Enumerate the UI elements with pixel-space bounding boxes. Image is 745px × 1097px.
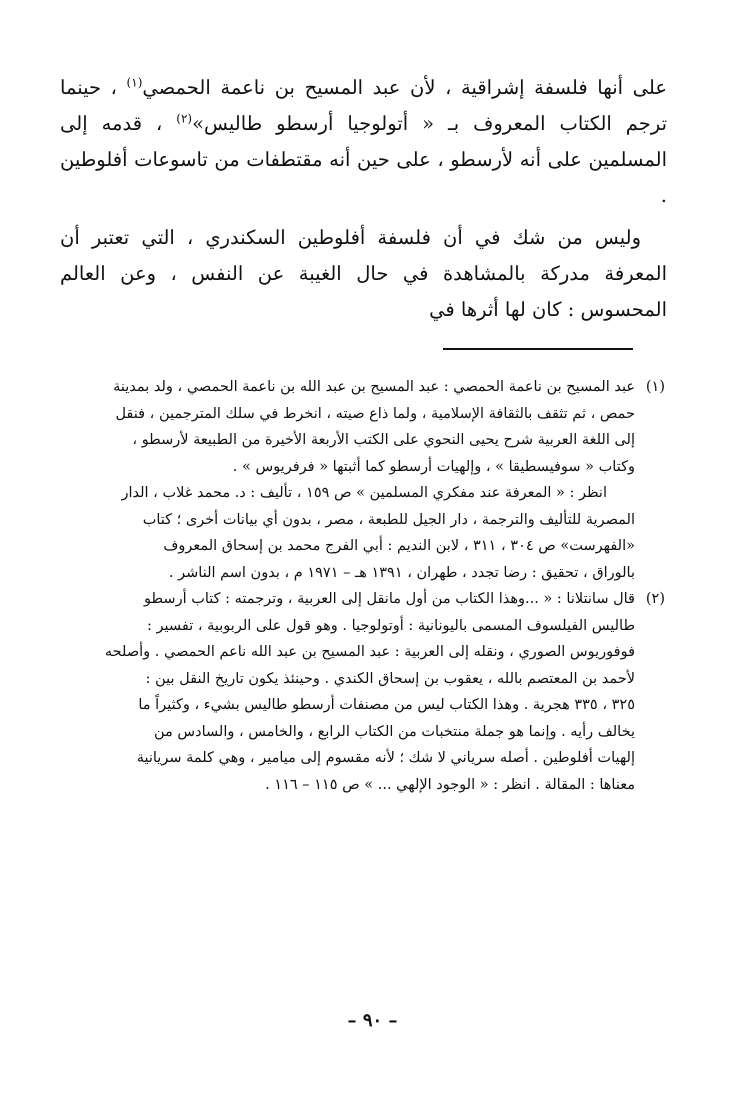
footnote-1-line: إلى اللغة العربية شرح يحيى النحوي على الكتب الأربعة الأخيرة من الطبيعة لأرسطو ، (132, 432, 635, 448)
body-text (60, 70, 667, 328)
footnote-1-source-line: «الفهرست» ص ٣٠٤ ، ٣١١ ، لابن النديم : أبي الفرج محمد بن إسحاق المعروف (163, 538, 635, 554)
footnote-2-line: لأحمد بن المعتصم بالله ، يعقوب بن إسحاق الكندي . وحينئذ يكون تاريخ النقل بين : (145, 670, 635, 687)
page-number: – ٩٠ – (347, 1010, 398, 1031)
footnote-1-number: (١) (645, 379, 665, 395)
footnote-2-line: يخالف رأيه . وإنما هو جملة منتخبات من الكتاب الرابع ، والخامس ، والسادس من (154, 723, 635, 740)
footnote-reference-2: (٢) (176, 111, 193, 126)
footnote-2-line: طاليس الفيلسوف المسمى باليونانية : أوتولوجيا . وهو قول على الربوبية ، تفسير : (147, 617, 635, 634)
footnote-2-line: ٣٢٥ ، ٣٣٥ هجرية . وهذا الكتاب ليس من مصنفات أرسطو طاليس بشيء ، وكثيراً ما (138, 697, 635, 713)
footnote-1 (60, 374, 665, 586)
footnote-2-line: معناها : المقالة . انظر : « الوجود الإلهي ... » ص ١١٥ – ١١٦ . (265, 776, 635, 793)
paragraph-1-part-1: على أنها فلسفة إشراقية ، لأن عبد المسيح بن ناعمة الحمصي (142, 76, 667, 99)
footnote-2-number: (٢) (645, 591, 665, 607)
footnote-1-source-line: المصرية للتأليف والترجمة ، دار الجيل للطبعة ، مصر ، بدون أي بيانات أخرى ؛ كتاب (142, 511, 635, 528)
footnote-2-line: قال سانتلانا : « ...وهذا الكتاب من أول مانقل إلى العربية ، وترجمته : كتاب أرسطو (144, 591, 635, 607)
footnotes-section (60, 374, 665, 798)
footnote-2-line: فوفوريوس الصوري ، ونقله إلى العربية : عبد المسيح بن عبد الله ناعم الحمصي . وأصلحه (104, 644, 635, 660)
footnote-2 (60, 586, 665, 798)
footnote-2-line: إلهيات أفلوطين . أصله سرياني لا شك ؛ لأنه مقسوم إلى ميامير ، وهي كلمة سريانية (136, 750, 635, 766)
paragraph-1 (60, 70, 667, 214)
paragraph-2: وليس من شك في أن فلسفة أفلوطين السكندري ، التي تعتبر أن المعرفة مدركة بالمشاهدة في حال الغيبة عن النفس ، وعن العالم المحسوس : كان لها أثرها في (60, 226, 667, 321)
paragraph-1-part-3: ، قدمه إلى المسلمين على أنه لأرسطو ، على حين أنه مقتطفات من تاسوعات أفلوطين . (60, 112, 667, 207)
paragraph-1-part-2: ، حينما ترجم الكتاب المعروف بـ « أتولوجيا أرسطو طاليس» (60, 76, 667, 135)
footnote-1-source-line: انظر : « المعرفة عند مفكري المسلمين » ص ١٥٩ ، تأليف : د. محمد غلاب ، الدار (121, 485, 607, 501)
footnote-1-line: حمص ، ثم تثقف بالثقافة الإسلامية ، ولما ذاع صيته ، انخرط في سلك المترجمين ، فنقل (115, 405, 635, 422)
footnote-1-source-line: بالوراق ، تحقيق : رضا تجدد ، طهران ، ١٣٩١ هـ – ١٩٧١ م ، بدون اسم الناشر . (168, 564, 635, 581)
footnote-1-line: عبد المسيح بن ناعمة الحمصي : عبد المسيح بن عبد الله بن ناعمة الحمصي ، ولد بمدينة (113, 379, 635, 395)
footnote-separator (443, 348, 633, 350)
footnote-1-line: وكتاب « سوفيسطيقا » ، وإلهيات أرسطو كما أثبتها « فرفريوس » . (232, 458, 635, 475)
footnote-reference-1: (١) (126, 75, 143, 90)
